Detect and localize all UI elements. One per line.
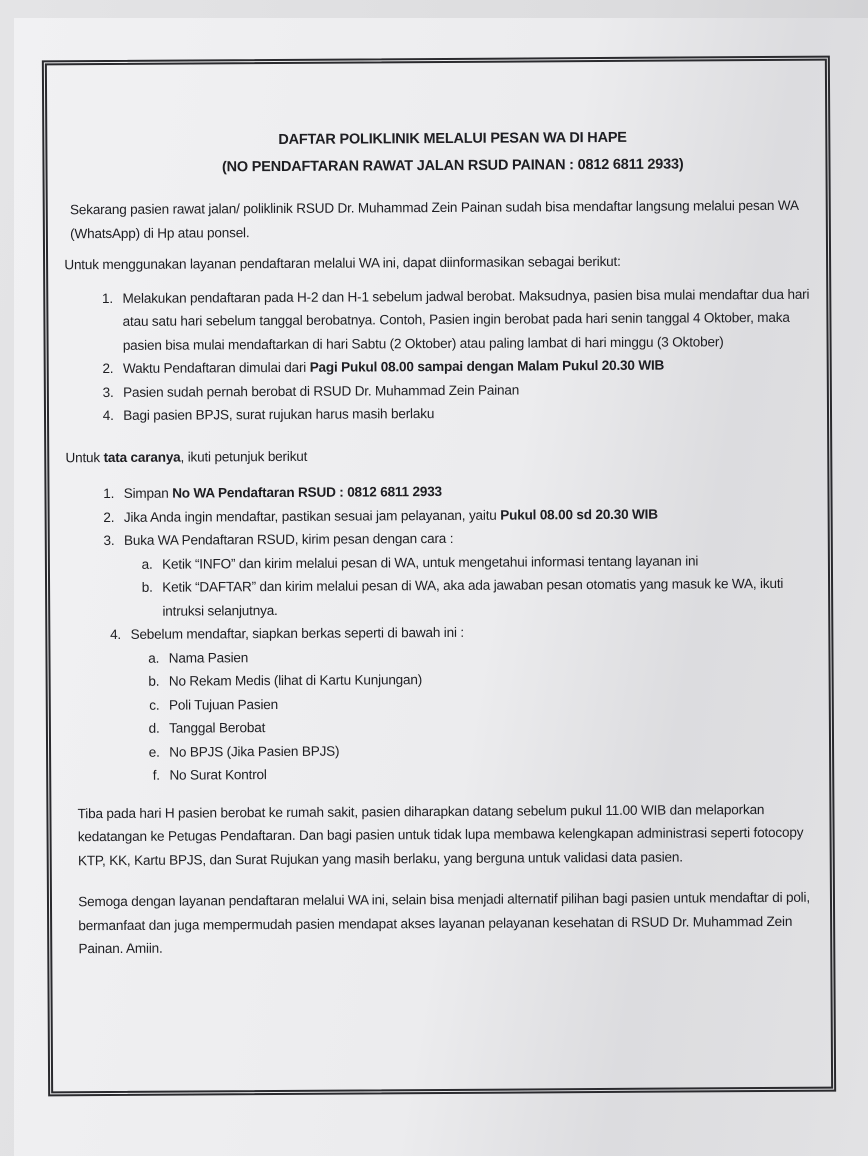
step-3b: b. Ketik “DAFTAR” dan kirim melalui pesan di WA, aka ada jawaban pesan otomatis yang masuk ke WA, ikuti intruksi selanjutnya. [156,572,814,623]
document-body [63,124,816,961]
procedure-lead [65,441,813,469]
title-line-2: (NO PENDAFTARAN RAWAT JALAN RSUD PAINAN : 0812 6811 2933) [221,156,684,176]
closing-paragraph-1: Tiba pada hari H pasien berobat ke rumah sakit, pasien diharapkan datang sebelum pukul 11.00 WIB dan melaporkan kedatangan ke Petugas Pendaftaran. Dan bagi pasien untuk tidak lupa membawa kelengkapan administrasi seperti fotocopy KTP, KK, Kartu BPJS, dan Surat Rujukan yang masih berlaku, yang berguna untuk validasi data pasien. [77,801,804,868]
procedure-lead-bold: tata caranya [103,449,181,465]
step-4-text: Sebelum mendaftar, siapkan berkas seperti di bawah ini : [130,624,464,642]
info-item-3: 3. Pasien sudah pernah berobat di RSUD Dr. Muhammad Zein Painan [117,376,813,404]
procedure-lead-pre: Untuk [65,449,104,465]
intro-paragraph: Sekarang pasien rawat jalan/ poliklinik RSUD Dr. Muhammad Zein Painan sudah bisa mendaftar langsung melalui pesan WA (WhatsApp) di Hp atau ponsel. [69,197,799,241]
step-1-bold: No WA Pendaftaran RSUD : 0812 6811 2933 [172,483,442,501]
info-list [64,282,813,428]
procedure-lead-post: , ikuti petunjuk berikut [180,448,308,465]
step-4a: a. Nama Pasien [163,642,815,669]
step-4-sublist [131,642,816,787]
step-2-text: Jika Anda ingin mendaftar, pastikan sesuai jam pelayanan, yaitu [123,507,501,525]
document-title [93,124,811,182]
step-4b: b. No Rekam Medis (lihat di Kartu Kunjungan) [163,666,815,693]
closing-paragraph-2: Semoga dengan layanan pendaftaran melalui WA ini, selain bisa menjadi alternatif pilihan bagi pasien untuk mendaftar di poli, bermanfaat dan juga mempermudah pasien mendapat akses layanan pelayanan kesehatan di RSUD Dr. Muhammad Zein Painan. Amiin. [78,889,810,957]
step-4 [124,619,815,788]
step-4e: e. No BPJS (Jika Pasien BPJS) [163,736,815,763]
info-item-2-text: Waktu Pendaftaran dimulai dari [122,359,310,376]
step-4c: c. Poli Tujuan Pasien [163,689,815,716]
title-line-1: DAFTAR POLIKLINIK MELALUI PESAN WA DI HAPE [278,129,627,148]
step-3-text: Buka WA Pendaftaran RSUD, kirim pesan dengan cara : [123,530,454,548]
step-1-text: Simpan [123,485,173,501]
step-3 [118,525,815,623]
info-lead: Untuk menggunakan layanan pendaftaran melalui WA ini, dapat diinformasikan sebagai berikut: [64,253,621,273]
procedure-list [66,478,816,788]
step-2-bold: Pukul 08.00 sd 20.30 WIB [500,506,658,523]
info-item-4: 4. Bagi pasien BPJS, surat rujukan harus masih berlaku [117,400,813,428]
step-3-sublist [124,548,814,623]
step-3a: a. Ketik “INFO” dan kirim melalui pesan di WA, untuk mengetahui informasi tentang layanan ini [156,548,814,576]
info-item-1: 1. Melakukan pendaftaran pada H-2 dan H-1 sebelum jadwal berobat. Maksudnya, pasien bisa mulai mendaftar dua hari atau satu hari sebelum tanggal berobatnya. Contoh, Pasien ingin berobat pada hari senin tanggal 4 Oktober, maka pasien bisa mulai mendaftarkan di hari Sabtu (2 Oktober) atau paling lambat di hari minggu (3 Oktober) [116,282,812,357]
step-4f: f. No Surat Kontrol [163,760,815,787]
step-4d: d. Tanggal Berobat [163,713,815,740]
info-item-2-bold: Pagi Pukul 08.00 sampai dengan Malam Pukul 20.30 WIB [309,357,665,375]
